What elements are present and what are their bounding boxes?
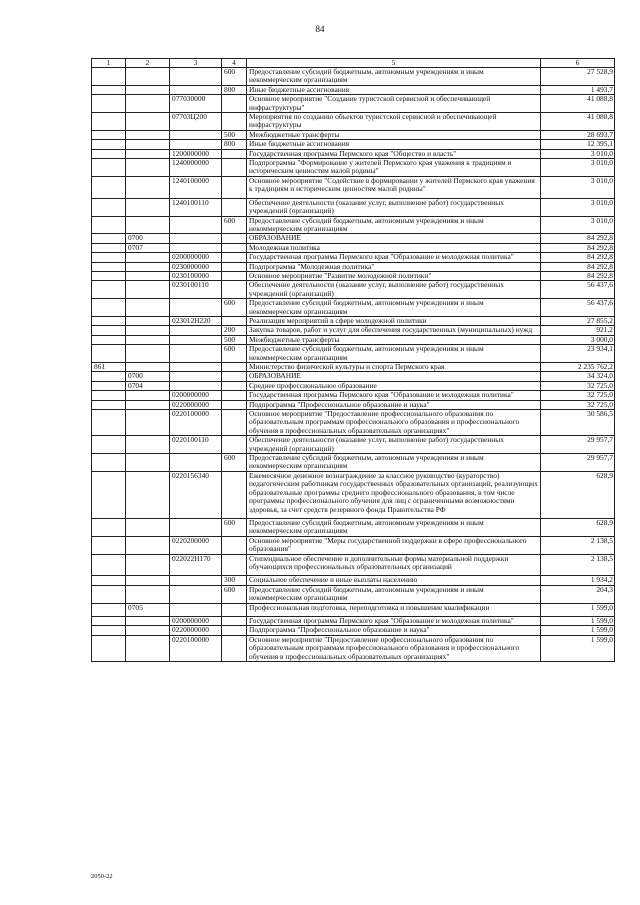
table-cell-c5: Стипендиальное обеспечение и дополнительные формы материальной поддержки обучающихся профессиональных образовательных организаций (247, 554, 541, 576)
table-cell-c5: Государственная программа Пермского края "Образование и молодежная политика" (247, 391, 541, 400)
table-cell-c6: 12 395,1 (541, 140, 615, 149)
table-cell-c4 (222, 95, 247, 113)
table-cell-c5: Предоставление субсидий бюджетным, автономным учреждениям и иным некоммерческим организациям (247, 216, 541, 234)
table-cell-c5: Обеспечение деятельности (оказание услуг, выполнение работ) государственных учреждений (организаций) (247, 198, 541, 216)
table-row (92, 335, 615, 344)
table-cell-c6: 2 138,5 (541, 554, 615, 576)
table-cell-c4 (222, 281, 247, 299)
table-cell-c1 (92, 536, 126, 554)
table-cell-c3: 07703Ц200 (170, 113, 222, 131)
table-cell-c2 (126, 316, 170, 325)
table-cell-c4: 600 (222, 299, 247, 317)
table-cell-c3: 1240100000 (170, 176, 222, 198)
table-cell-c2 (126, 363, 170, 372)
table-cell-c5: Иные бюджетные ассигнования (247, 85, 541, 94)
table-cell-c6: 41 088,8 (541, 95, 615, 113)
table-cell-c4 (222, 149, 247, 158)
table-cell-c3 (170, 243, 222, 252)
table-cell-c1 (92, 234, 126, 243)
table-row (92, 635, 615, 661)
table-cell-c1 (92, 140, 126, 149)
table-cell-c5: Мероприятия по созданию объектов туристской сервисной и обеспечивающей инфраструктуры (247, 113, 541, 131)
table-cell-c1 (92, 518, 126, 536)
table-cell-c1 (92, 271, 126, 280)
table-cell-c5: Предоставление субсидий бюджетным, автономным учреждениям и иным некоммерческим организациям (247, 299, 541, 317)
table-header-row (92, 59, 615, 68)
table-row (92, 85, 615, 94)
table-cell-c5: Иные бюджетные ассигнования (247, 140, 541, 149)
table-cell-c6: 204,3 (541, 585, 615, 603)
table-cell-c1 (92, 113, 126, 131)
table-cell-c2 (126, 576, 170, 585)
table-cell-c6: 41 088,8 (541, 113, 615, 131)
table-row (92, 216, 615, 234)
table-cell-c3: 023012Н220 (170, 316, 222, 325)
table-cell-c5: Обеспечение деятельности (оказание услуг, выполнение работ) государственных учреждений (организаций) (247, 281, 541, 299)
table-cell-c2 (126, 554, 170, 576)
table-cell-c6: 628,9 (541, 471, 615, 518)
table-row (92, 554, 615, 576)
table-cell-c1 (92, 400, 126, 409)
table-row (92, 363, 615, 372)
footer-code: 2050-22 (91, 873, 113, 880)
table-cell-c4: 500 (222, 335, 247, 344)
table-cell-c4 (222, 603, 247, 616)
table-row (92, 381, 615, 390)
table-row (92, 585, 615, 603)
table-cell-c2 (126, 626, 170, 635)
table-row (92, 372, 615, 381)
table-cell-c5: Государственная программа Пермского края "Образование и молодежная политика" (247, 616, 541, 625)
table-cell-c4: 300 (222, 576, 247, 585)
table-row (92, 159, 615, 177)
table-cell-c4 (222, 243, 247, 252)
table-cell-c1 (92, 391, 126, 400)
table-cell-c6: 1 934,2 (541, 576, 615, 585)
table-cell-c5: Предоставление субсидий бюджетным, автономным учреждениям и иным некоммерческим организациям (247, 345, 541, 363)
table-cell-c1 (92, 299, 126, 317)
table-cell-c3 (170, 372, 222, 381)
table-cell-c6: 56 437,6 (541, 299, 615, 317)
table-cell-c3: 077030000 (170, 95, 222, 113)
table-cell-c4 (222, 635, 247, 661)
table-cell-c4: 200 (222, 326, 247, 335)
table-cell-c2 (126, 130, 170, 139)
table-cell-c3: 0230000000 (170, 262, 222, 271)
table-cell-c3 (170, 140, 222, 149)
table-cell-c4 (222, 316, 247, 325)
table-cell-c4: 800 (222, 85, 247, 94)
table-cell-c6: 2 138,5 (541, 536, 615, 554)
table-cell-c2: 0700 (126, 372, 170, 381)
table-cell-c5: Основное мероприятие "Создание туристской сервисной и обеспечивающей инфраструктуры" (247, 95, 541, 113)
table-cell-c6: 27 855,2 (541, 316, 615, 325)
table-cell-c6: 3 010,0 (541, 149, 615, 158)
table-cell-c2: 0705 (126, 603, 170, 616)
table-cell-c1 (92, 554, 126, 576)
table-row (92, 616, 615, 625)
table-cell-c2: 0707 (126, 243, 170, 252)
table-body (92, 68, 615, 662)
table-cell-c3 (170, 216, 222, 234)
table-cell-c4: 500 (222, 130, 247, 139)
table-cell-c2 (126, 140, 170, 149)
table-cell-c3: 0220100110 (170, 436, 222, 454)
table-row (92, 299, 615, 317)
table-cell-c2 (126, 216, 170, 234)
table-cell-c1 (92, 603, 126, 616)
table-cell-c6: 3 010,0 (541, 198, 615, 216)
table-cell-c6: 84 292,8 (541, 262, 615, 271)
table-cell-c6: 28 693,7 (541, 130, 615, 139)
table-cell-c1: 861 (92, 363, 126, 372)
table-cell-c1 (92, 576, 126, 585)
table-cell-c5: Социальное обеспечение и иные выплаты населению (247, 576, 541, 585)
header-col-2: 2 (126, 59, 170, 68)
budget-table (91, 58, 615, 662)
table-row (92, 316, 615, 325)
table-cell-c1 (92, 635, 126, 661)
table-cell-c5: Предоставление субсидий бюджетным, автономным учреждениям и иным некоммерческим организациям (247, 585, 541, 603)
table-cell-c4 (222, 400, 247, 409)
table-cell-c2 (126, 391, 170, 400)
table-cell-c6: 84 292,8 (541, 234, 615, 243)
table-row (92, 68, 615, 86)
table-cell-c5: Подпрограмма "Формирование у жителей Пермского края уважения к традициям и историческим ценностям малой родины" (247, 159, 541, 177)
table-cell-c1 (92, 585, 126, 603)
table-cell-c6: 921,2 (541, 326, 615, 335)
table-cell-c2 (126, 585, 170, 603)
table-cell-c1 (92, 281, 126, 299)
table-cell-c4: 600 (222, 518, 247, 536)
table-cell-c5: Межбюджетные трансферты (247, 130, 541, 139)
table-cell-c1 (92, 262, 126, 271)
table-cell-c6: 84 292,8 (541, 253, 615, 262)
table-cell-c2 (126, 253, 170, 262)
table-cell-c6: 29 957,7 (541, 454, 615, 472)
table-cell-c3: 0230100000 (170, 271, 222, 280)
table-cell-c6: 3 010,0 (541, 159, 615, 177)
table-row (92, 113, 615, 131)
table-row (92, 281, 615, 299)
table-cell-c6: 34 324,0 (541, 372, 615, 381)
table-cell-c5: ОБРАЗОВАНИЕ (247, 234, 541, 243)
table-cell-c1 (92, 471, 126, 518)
table-cell-c4 (222, 626, 247, 635)
table-cell-c2 (126, 616, 170, 625)
table-cell-c3 (170, 234, 222, 243)
table-cell-c5: Государственная программа Пермского края "Образование и молодежная политика" (247, 253, 541, 262)
table-cell-c5: Предоставление субсидий бюджетным, автономным учреждениям и иным некоммерческим организациям (247, 68, 541, 86)
budget-table-wrapper (91, 58, 614, 662)
table-row (92, 176, 615, 198)
table-cell-c3 (170, 85, 222, 94)
table-cell-c3: 1240000000 (170, 159, 222, 177)
header-col-5: 5 (247, 59, 541, 68)
table-cell-c5: Подпрограмма "Профессиональное образование и наука" (247, 626, 541, 635)
table-cell-c1 (92, 410, 126, 436)
table-row (92, 576, 615, 585)
table-cell-c5: Закупка товаров, работ и услуг для обеспечения государственных (муниципальных) нужд (247, 326, 541, 335)
table-cell-c5: Реализация мероприятий в сфере молодежной политики (247, 316, 541, 325)
table-cell-c4: 600 (222, 454, 247, 472)
table-cell-c2 (126, 410, 170, 436)
table-row (92, 536, 615, 554)
table-cell-c3 (170, 68, 222, 86)
table-row (92, 271, 615, 280)
table-row (92, 400, 615, 409)
table-cell-c4: 600 (222, 216, 247, 234)
table-cell-c1 (92, 198, 126, 216)
table-cell-c2 (126, 471, 170, 518)
table-cell-c4 (222, 234, 247, 243)
table-cell-c3 (170, 585, 222, 603)
table-cell-c3 (170, 603, 222, 616)
table-cell-c2 (126, 113, 170, 131)
table-cell-c2 (126, 299, 170, 317)
table-row (92, 391, 615, 400)
table-cell-c3 (170, 454, 222, 472)
table-cell-c5: Профессиональная подготовка, переподготовка и повышение квалификации (247, 603, 541, 616)
table-cell-c1 (92, 85, 126, 94)
table-cell-c1 (92, 216, 126, 234)
header-col-1: 1 (92, 59, 126, 68)
table-cell-c1 (92, 176, 126, 198)
table-cell-c3: 0220156340 (170, 471, 222, 518)
table-cell-c4 (222, 198, 247, 216)
table-cell-c5: Подпрограмма "Молодежная политика" (247, 262, 541, 271)
table-cell-c6: 32 725,0 (541, 400, 615, 409)
table-cell-c5: Подпрограмма "Профессиональное образование и наука" (247, 400, 541, 409)
table-cell-c2 (126, 85, 170, 94)
table-cell-c3 (170, 381, 222, 390)
table-cell-c1 (92, 316, 126, 325)
table-row (92, 243, 615, 252)
table-cell-c4 (222, 616, 247, 625)
table-cell-c3: 0220100000 (170, 635, 222, 661)
table-cell-c1 (92, 436, 126, 454)
table-cell-c6: 628,9 (541, 518, 615, 536)
table-cell-c6: 84 292,8 (541, 271, 615, 280)
table-cell-c1 (92, 335, 126, 344)
table-cell-c5: Основное мероприятие "Предоставление профессионального образования по образовательным программам профессионального образования и профессионального обучения в профессиональных образовательных организациях" (247, 410, 541, 436)
table-cell-c5: Государственная программа Пермского края "Общество и власть" (247, 149, 541, 158)
table-cell-c6: 3 010,0 (541, 216, 615, 234)
header-col-4: 4 (222, 59, 247, 68)
table-cell-c2 (126, 326, 170, 335)
table-cell-c4 (222, 554, 247, 576)
table-row (92, 130, 615, 139)
table-cell-c3: 0200000000 (170, 391, 222, 400)
table-cell-c4: 600 (222, 68, 247, 86)
table-cell-c6: 30 586,5 (541, 410, 615, 436)
table-cell-c4 (222, 176, 247, 198)
table-row (92, 198, 615, 216)
table-row (92, 603, 615, 616)
table-cell-c4: 600 (222, 585, 247, 603)
table-cell-c2 (126, 518, 170, 536)
table-cell-c5: Молодежная политика (247, 243, 541, 252)
table-cell-c6: 29 957,7 (541, 436, 615, 454)
table-cell-c4 (222, 381, 247, 390)
table-cell-c2 (126, 198, 170, 216)
table-cell-c5: Основное мероприятие "Предоставление профессионального образования по образовательным программам профессионального образования и профессионального обучения в профессиональных образовательных организациях" (247, 635, 541, 661)
table-row (92, 454, 615, 472)
table-cell-c1 (92, 243, 126, 252)
table-cell-c1 (92, 159, 126, 177)
table-cell-c3 (170, 326, 222, 335)
table-cell-c2 (126, 159, 170, 177)
table-cell-c2 (126, 400, 170, 409)
table-cell-c2 (126, 635, 170, 661)
table-cell-c6: 32 725,0 (541, 381, 615, 390)
table-row (92, 410, 615, 436)
table-cell-c2 (126, 262, 170, 271)
table-cell-c1 (92, 372, 126, 381)
table-cell-c6: 1 599,0 (541, 635, 615, 661)
table-cell-c2 (126, 536, 170, 554)
table-cell-c4 (222, 113, 247, 131)
table-row (92, 234, 615, 243)
table-cell-c6: 3 000,0 (541, 335, 615, 344)
table-cell-c1 (92, 345, 126, 363)
table-cell-c3: 0230100110 (170, 281, 222, 299)
table-cell-c2 (126, 281, 170, 299)
table-cell-c3: 0220000000 (170, 626, 222, 635)
table-cell-c4 (222, 372, 247, 381)
table-row (92, 518, 615, 536)
table-cell-c5: Ежемесячное денежное вознаграждение за классное руководство (кураторство) педагогическим работникам государственных образовательных организаций, реализующих образовательные программы среднего профессионального образования, в том числе программы профессионального обучения для лиц с ограниченными возможностями здоровья, за счет средств резервного фонда Правительства РФ (247, 471, 541, 518)
table-cell-c6: 56 437,6 (541, 281, 615, 299)
table-cell-c6: 1 599,0 (541, 616, 615, 625)
table-row (92, 149, 615, 158)
table-cell-c5: Министерство физической культуры и спорта Пермского края (247, 363, 541, 372)
table-row (92, 471, 615, 518)
table-row (92, 345, 615, 363)
table-cell-c5: Основное мероприятие "Содействие в формировании у жителей Пермского края уважения к традициям и историческим ценностям малой родины" (247, 176, 541, 198)
table-cell-c4: 600 (222, 345, 247, 363)
table-cell-c4 (222, 436, 247, 454)
table-cell-c1 (92, 149, 126, 158)
page-number: 84 (315, 24, 325, 34)
table-cell-c1 (92, 130, 126, 139)
header-col-3: 3 (170, 59, 222, 68)
table-cell-c6: 2 235 762,2 (541, 363, 615, 372)
table-cell-c6: 84 292,8 (541, 243, 615, 252)
table-cell-c1 (92, 381, 126, 390)
table-cell-c6: 1 599,0 (541, 603, 615, 616)
table-cell-c1 (92, 454, 126, 472)
table-cell-c2 (126, 345, 170, 363)
table-cell-c4 (222, 391, 247, 400)
header-col-6: 6 (541, 59, 615, 68)
table-cell-c2 (126, 149, 170, 158)
table-cell-c6: 27 528,9 (541, 68, 615, 86)
table-row (92, 436, 615, 454)
table-cell-c3: 022022Н170 (170, 554, 222, 576)
table-cell-c3 (170, 345, 222, 363)
table-cell-c4 (222, 363, 247, 372)
table-cell-c4 (222, 253, 247, 262)
table-cell-c3: 1240100110 (170, 198, 222, 216)
table-cell-c2 (126, 271, 170, 280)
table-cell-c6: 23 934,1 (541, 345, 615, 363)
table-cell-c1 (92, 253, 126, 262)
table-cell-c3: 0220200000 (170, 536, 222, 554)
table-cell-c1 (92, 616, 126, 625)
table-cell-c4: 800 (222, 140, 247, 149)
table-cell-c2 (126, 335, 170, 344)
table-cell-c5: Основное мероприятие "Развитие молодежной политики" (247, 271, 541, 280)
table-row (92, 95, 615, 113)
table-cell-c4 (222, 410, 247, 436)
table-cell-c1 (92, 68, 126, 86)
table-cell-c3: 1200000000 (170, 149, 222, 158)
table-cell-c5: Предоставление субсидий бюджетным, автономным учреждениям и иным некоммерческим организациям (247, 518, 541, 536)
table-cell-c2 (126, 95, 170, 113)
table-cell-c1 (92, 95, 126, 113)
table-row (92, 326, 615, 335)
table-cell-c4 (222, 262, 247, 271)
table-cell-c6: 1 599,0 (541, 626, 615, 635)
table-cell-c5: Основное мероприятие "Меры государственной поддержки в сфере профессионального образования" (247, 536, 541, 554)
table-cell-c1 (92, 626, 126, 635)
table-row (92, 140, 615, 149)
table-cell-c3: 0220000000 (170, 400, 222, 409)
table-cell-c4 (222, 536, 247, 554)
table-cell-c3 (170, 363, 222, 372)
table-cell-c4 (222, 159, 247, 177)
table-cell-c3 (170, 130, 222, 139)
table-row (92, 253, 615, 262)
table-cell-c5: Обеспечение деятельности (оказание услуг, выполнение работ) государственных учреждений (организаций) (247, 436, 541, 454)
table-cell-c6: 32 725,0 (541, 391, 615, 400)
table-cell-c5: Предоставление субсидий бюджетным, автономным учреждениям и иным некоммерческим организациям (247, 454, 541, 472)
table-cell-c3 (170, 518, 222, 536)
table-cell-c5: Среднее профессиональное образование (247, 381, 541, 390)
table-cell-c3: 0200000000 (170, 253, 222, 262)
table-cell-c2 (126, 68, 170, 86)
table-cell-c4 (222, 271, 247, 280)
table-cell-c3 (170, 576, 222, 585)
table-cell-c3 (170, 335, 222, 344)
table-cell-c2: 0700 (126, 234, 170, 243)
table-cell-c3: 0200000000 (170, 616, 222, 625)
table-cell-c2 (126, 436, 170, 454)
table-cell-c5: ОБРАЗОВАНИЕ (247, 372, 541, 381)
table-cell-c3: 0220100000 (170, 410, 222, 436)
table-cell-c2 (126, 454, 170, 472)
table-cell-c6: 3 010,0 (541, 176, 615, 198)
table-row (92, 262, 615, 271)
table-cell-c2 (126, 176, 170, 198)
table-cell-c6: 1 493,7 (541, 85, 615, 94)
table-cell-c5: Межбюджетные трансферты (247, 335, 541, 344)
table-cell-c2: 0704 (126, 381, 170, 390)
table-cell-c1 (92, 326, 126, 335)
table-row (92, 626, 615, 635)
table-cell-c3 (170, 299, 222, 317)
table-cell-c4 (222, 471, 247, 518)
